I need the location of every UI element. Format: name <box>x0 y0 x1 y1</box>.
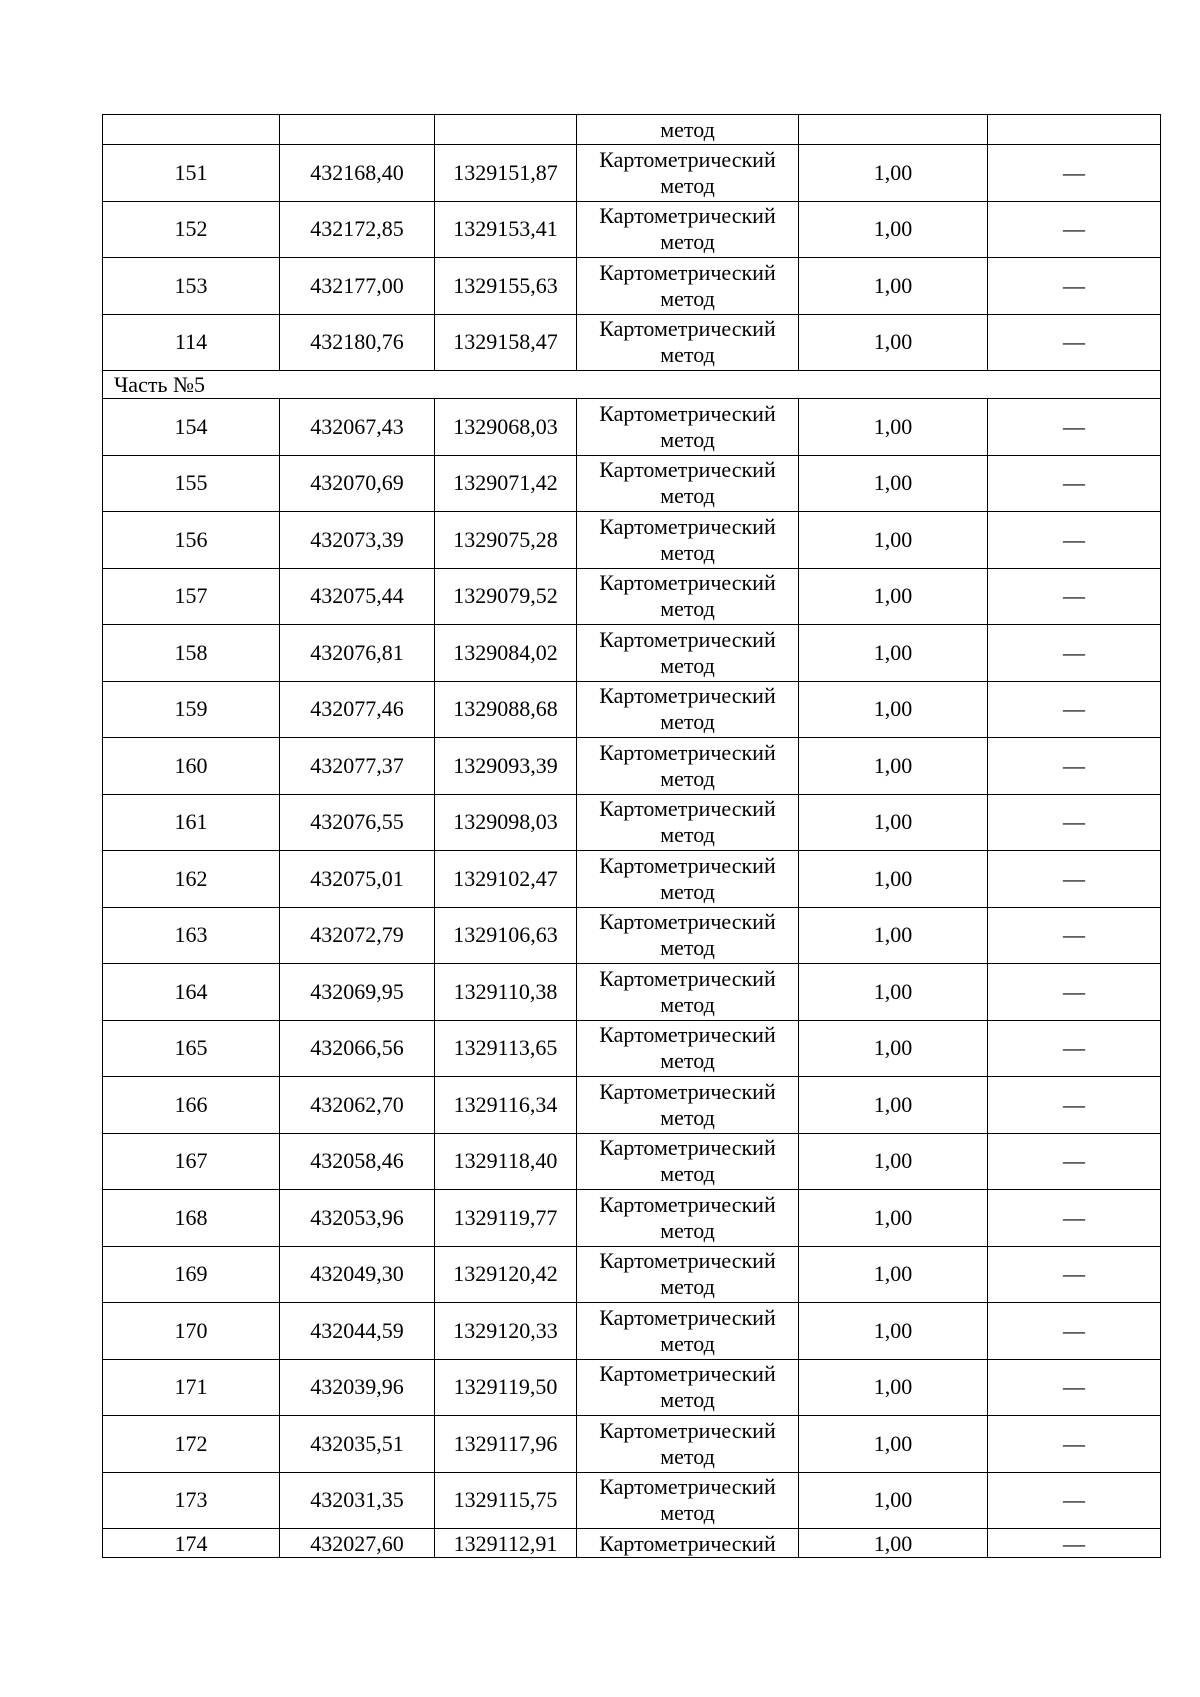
cell-y: 1329068,03 <box>435 399 577 456</box>
cell-accuracy: 1,00 <box>799 1303 988 1360</box>
cell-note: — <box>988 681 1161 738</box>
cell-method <box>577 201 799 258</box>
cell-accuracy: 1,00 <box>799 1359 988 1416</box>
cell-x: 432075,01 <box>280 851 435 908</box>
cell-point-number: 164 <box>103 964 280 1021</box>
cell-y: 1329071,42 <box>435 455 577 512</box>
cell-x: 432076,55 <box>280 794 435 851</box>
cell-y: 1329113,65 <box>435 1020 577 1077</box>
continuation-row <box>103 115 1161 145</box>
method-text: Картометрический метод <box>599 316 776 368</box>
cell-y: 1329158,47 <box>435 314 577 371</box>
cell-x: 432075,44 <box>280 568 435 625</box>
cell-y: 1329151,87 <box>435 145 577 202</box>
cell-y: 1329116,34 <box>435 1077 577 1134</box>
cell-method <box>577 1020 799 1077</box>
cell-point-number: 160 <box>103 738 280 795</box>
table-row <box>103 794 1161 851</box>
cell-accuracy <box>799 115 988 145</box>
cell-point-number: 161 <box>103 794 280 851</box>
table-row <box>103 1359 1161 1416</box>
cell-method <box>577 1303 799 1360</box>
cell-accuracy: 1,00 <box>799 1020 988 1077</box>
method-text: Картометрический метод <box>599 457 776 509</box>
cell-method <box>577 1529 799 1558</box>
cell-x: 432053,96 <box>280 1190 435 1247</box>
method-text: Картометрический метод <box>599 513 776 565</box>
cell-method <box>577 1472 799 1529</box>
cell-x: 432044,59 <box>280 1303 435 1360</box>
cell-point-number: 114 <box>103 314 280 371</box>
cell-note: — <box>988 512 1161 569</box>
cell-method <box>577 314 799 371</box>
method-text: Картометрический метод <box>599 1078 776 1130</box>
cell-accuracy: 1,00 <box>799 1077 988 1134</box>
cell-point-number: 166 <box>103 1077 280 1134</box>
table-row <box>103 455 1161 512</box>
cell-accuracy: 1,00 <box>799 907 988 964</box>
cell-x: 432058,46 <box>280 1133 435 1190</box>
cell-y: 1329119,77 <box>435 1190 577 1247</box>
cell-point-number: 155 <box>103 455 280 512</box>
cell-x: 432049,30 <box>280 1246 435 1303</box>
table-row <box>103 1133 1161 1190</box>
cell-note: — <box>988 314 1161 371</box>
method-text: Картометрический метод <box>599 1417 776 1469</box>
table-row <box>103 1020 1161 1077</box>
cell-point-number: 172 <box>103 1416 280 1473</box>
method-text: Картометрический метод <box>599 909 776 961</box>
cell-point-number: 157 <box>103 568 280 625</box>
cell-point-number: 159 <box>103 681 280 738</box>
cell-point-number: 154 <box>103 399 280 456</box>
cell-method <box>577 681 799 738</box>
cell-accuracy: 1,00 <box>799 568 988 625</box>
cell-note: — <box>988 851 1161 908</box>
table-row <box>103 1077 1161 1134</box>
cell-method <box>577 907 799 964</box>
cell-point-number: 171 <box>103 1359 280 1416</box>
cell-note: — <box>988 258 1161 315</box>
method-text: Картометрический метод <box>599 1474 776 1526</box>
cell-x: 432177,00 <box>280 258 435 315</box>
cell-y: 1329153,41 <box>435 201 577 258</box>
cell-note: — <box>988 738 1161 795</box>
cell-y: 1329098,03 <box>435 794 577 851</box>
cell-method <box>577 964 799 1021</box>
table-row <box>103 625 1161 682</box>
cell-point-number: 162 <box>103 851 280 908</box>
cell-note: — <box>988 1020 1161 1077</box>
table-row <box>103 1529 1161 1558</box>
cell-note: — <box>988 625 1161 682</box>
cell-x: 432067,43 <box>280 399 435 456</box>
table-row <box>103 201 1161 258</box>
cell-point-number: 156 <box>103 512 280 569</box>
cell-accuracy: 1,00 <box>799 1133 988 1190</box>
table-row <box>103 568 1161 625</box>
cell-y: 1329088,68 <box>435 681 577 738</box>
cell-note <box>988 115 1161 145</box>
cell-x: 432066,56 <box>280 1020 435 1077</box>
cell-x: 432076,81 <box>280 625 435 682</box>
cell-method <box>577 399 799 456</box>
cell-note: — <box>988 201 1161 258</box>
cell-y: 1329084,02 <box>435 625 577 682</box>
cell-accuracy: 1,00 <box>799 625 988 682</box>
cell-note: — <box>988 1190 1161 1247</box>
cell-y: 1329106,63 <box>435 907 577 964</box>
cell-method <box>577 625 799 682</box>
cell-accuracy: 1,00 <box>799 1246 988 1303</box>
method-text: Картометрический метод <box>599 1248 776 1300</box>
cell-accuracy: 1,00 <box>799 1529 988 1558</box>
cell-point-number <box>103 115 280 145</box>
cell-point-number: 151 <box>103 145 280 202</box>
method-text: Картометрический метод <box>599 852 776 904</box>
table-row <box>103 964 1161 1021</box>
cell-method <box>577 1077 799 1134</box>
method-text: Картометрический метод <box>599 1304 776 1356</box>
table-body <box>103 115 1161 1558</box>
table-row <box>103 1303 1161 1360</box>
cell-method: метод <box>577 115 799 145</box>
cell-accuracy: 1,00 <box>799 145 988 202</box>
cell-x: 432077,37 <box>280 738 435 795</box>
method-text: Картометрический метод <box>599 1191 776 1243</box>
cell-note: — <box>988 964 1161 1021</box>
cell-y: 1329079,52 <box>435 568 577 625</box>
cell-method <box>577 568 799 625</box>
cell-y: 1329112,91 <box>435 1529 577 1558</box>
cell-note: — <box>988 1133 1161 1190</box>
cell-x: 432077,46 <box>280 681 435 738</box>
cell-method <box>577 1190 799 1247</box>
cell-note: — <box>988 1416 1161 1473</box>
cell-y: 1329115,75 <box>435 1472 577 1529</box>
cell-y: 1329093,39 <box>435 738 577 795</box>
cell-y: 1329102,47 <box>435 851 577 908</box>
cell-point-number: 152 <box>103 201 280 258</box>
cell-x: 432180,76 <box>280 314 435 371</box>
cell-method <box>577 738 799 795</box>
cell-method <box>577 1416 799 1473</box>
cell-x: 432073,39 <box>280 512 435 569</box>
cell-accuracy: 1,00 <box>799 258 988 315</box>
cell-note: — <box>988 907 1161 964</box>
cell-point-number: 168 <box>103 1190 280 1247</box>
cell-note: — <box>988 1303 1161 1360</box>
cell-y: 1329118,40 <box>435 1133 577 1190</box>
cell-x: 432031,35 <box>280 1472 435 1529</box>
method-text: Картометрический <box>599 1531 776 1556</box>
cell-y: 1329075,28 <box>435 512 577 569</box>
table-row <box>103 1190 1161 1247</box>
cell-method <box>577 512 799 569</box>
cell-accuracy: 1,00 <box>799 681 988 738</box>
cell-accuracy: 1,00 <box>799 738 988 795</box>
table-row <box>103 145 1161 202</box>
cell-x: 432039,96 <box>280 1359 435 1416</box>
table-row <box>103 681 1161 738</box>
method-text: Картометрический метод <box>599 1361 776 1413</box>
cell-x: 432168,40 <box>280 145 435 202</box>
section-row <box>103 371 1161 399</box>
cell-method <box>577 455 799 512</box>
method-text: Картометрический метод <box>599 203 776 255</box>
cell-x: 432062,70 <box>280 1077 435 1134</box>
cell-accuracy: 1,00 <box>799 399 988 456</box>
cell-method <box>577 1133 799 1190</box>
table-row <box>103 399 1161 456</box>
cell-x <box>280 115 435 145</box>
table-row <box>103 1416 1161 1473</box>
cell-method <box>577 1246 799 1303</box>
cell-accuracy: 1,00 <box>799 512 988 569</box>
table-row <box>103 512 1161 569</box>
cell-point-number: 158 <box>103 625 280 682</box>
table-row <box>103 314 1161 371</box>
cell-note: — <box>988 1359 1161 1416</box>
cell-note: — <box>988 1077 1161 1134</box>
cell-y: 1329120,42 <box>435 1246 577 1303</box>
cell-method <box>577 1359 799 1416</box>
cell-y: 1329117,96 <box>435 1416 577 1473</box>
cell-x: 432172,85 <box>280 201 435 258</box>
method-text: Картометрический метод <box>599 1022 776 1074</box>
cell-point-number: 163 <box>103 907 280 964</box>
cell-accuracy: 1,00 <box>799 1416 988 1473</box>
cell-method <box>577 258 799 315</box>
cell-x: 432027,60 <box>280 1529 435 1558</box>
method-text: Картометрический метод <box>599 796 776 848</box>
cell-note: — <box>988 145 1161 202</box>
cell-point-number: 153 <box>103 258 280 315</box>
cell-method <box>577 145 799 202</box>
cell-point-number: 167 <box>103 1133 280 1190</box>
cell-point-number: 174 <box>103 1529 280 1558</box>
table-row <box>103 738 1161 795</box>
method-text: Картометрический метод <box>599 400 776 452</box>
table-row <box>103 851 1161 908</box>
cell-method <box>577 851 799 908</box>
cell-note: — <box>988 568 1161 625</box>
cell-accuracy: 1,00 <box>799 964 988 1021</box>
method-text: Картометрический метод <box>599 739 776 791</box>
cell-note: — <box>988 794 1161 851</box>
method-text: Картометрический метод <box>599 965 776 1017</box>
cell-point-number: 169 <box>103 1246 280 1303</box>
cell-y: 1329120,33 <box>435 1303 577 1360</box>
cell-y: 1329110,38 <box>435 964 577 1021</box>
cell-accuracy: 1,00 <box>799 314 988 371</box>
cell-method <box>577 794 799 851</box>
cell-x: 432070,69 <box>280 455 435 512</box>
table-row <box>103 258 1161 315</box>
coordinates-table <box>102 114 1161 1558</box>
method-text: Картометрический метод <box>599 626 776 678</box>
cell-x: 432035,51 <box>280 1416 435 1473</box>
cell-y: 1329155,63 <box>435 258 577 315</box>
cell-point-number: 170 <box>103 1303 280 1360</box>
cell-note: — <box>988 1472 1161 1529</box>
cell-accuracy: 1,00 <box>799 1472 988 1529</box>
cell-accuracy: 1,00 <box>799 1190 988 1247</box>
cell-point-number: 165 <box>103 1020 280 1077</box>
table-row <box>103 907 1161 964</box>
method-text: Картометрический метод <box>599 683 776 735</box>
cell-accuracy: 1,00 <box>799 794 988 851</box>
cell-y: 1329119,50 <box>435 1359 577 1416</box>
cell-note: — <box>988 455 1161 512</box>
cell-note: — <box>988 1529 1161 1558</box>
method-text: Картометрический метод <box>599 259 776 311</box>
method-text: Картометрический метод <box>599 146 776 198</box>
cell-accuracy: 1,00 <box>799 201 988 258</box>
cell-x: 432072,79 <box>280 907 435 964</box>
cell-accuracy: 1,00 <box>799 455 988 512</box>
cell-y <box>435 115 577 145</box>
table-row <box>103 1246 1161 1303</box>
cell-x: 432069,95 <box>280 964 435 1021</box>
cell-accuracy: 1,00 <box>799 851 988 908</box>
method-text: Картометрический метод <box>599 570 776 622</box>
table-row <box>103 1472 1161 1529</box>
cell-note: — <box>988 399 1161 456</box>
section-title: Часть №5 <box>103 371 1161 399</box>
cell-note: — <box>988 1246 1161 1303</box>
cell-point-number: 173 <box>103 1472 280 1529</box>
method-text: Картометрический метод <box>599 1135 776 1187</box>
